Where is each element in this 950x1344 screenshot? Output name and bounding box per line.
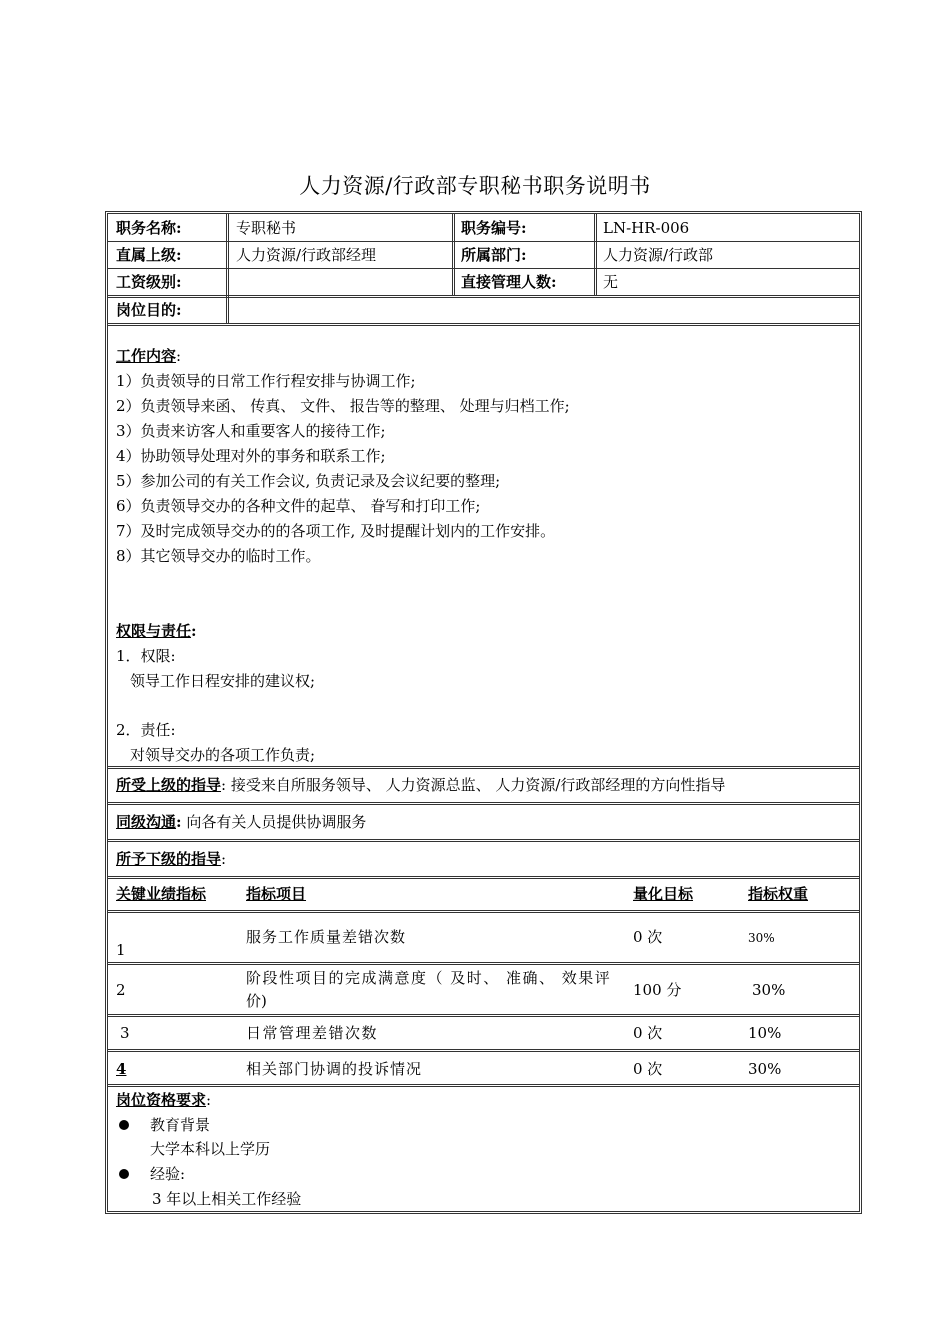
row-divider — [108, 268, 859, 269]
subordinate-guidance — [116, 849, 226, 869]
direct-reports-label: 直接管理人数: — [461, 273, 557, 291]
row-divider — [108, 962, 859, 965]
row-divider — [108, 839, 859, 842]
kpi-row-item: 阶段性项目的完成满意度（ 及时、 准确、 效果评 — [246, 969, 612, 987]
authority-heading-text: 权限与责任 — [116, 622, 192, 640]
kpi-row-number: 1 — [116, 941, 126, 959]
document-title: 人力资源/行政部专职秘书职务说明书 — [299, 174, 651, 198]
direct-reports-value: 无 — [603, 273, 619, 291]
subordinate-guidance-label: 所予下级的指导 — [116, 850, 222, 868]
row-divider — [108, 802, 859, 805]
column-divider — [594, 214, 595, 296]
kpi-row-weight: 30% — [752, 981, 786, 999]
bullet-icon — [119, 1120, 129, 1130]
kpi-row-number: 3 — [120, 1024, 130, 1042]
duties-heading — [116, 346, 181, 366]
column-divider — [226, 214, 227, 323]
kpi-header-item: 指标项目 — [246, 885, 307, 903]
superior-value: 人力资源/行政部经理 — [236, 246, 377, 264]
qualifications-heading-text: 岗位资格要求 — [116, 1091, 207, 1109]
row-divider — [108, 1084, 859, 1087]
job-title-label: 职务名称: — [116, 219, 182, 237]
kpi-row-item: 相关部门协调的投诉情况 — [246, 1060, 423, 1078]
row-divider — [108, 910, 859, 913]
job-code-value: LN-HR-006 — [603, 219, 690, 237]
kpi-row-weight: 30% — [748, 931, 775, 945]
row-divider — [108, 1049, 859, 1052]
peer-communication-colon: : — [176, 813, 182, 831]
row-divider — [108, 241, 859, 242]
superior-label: 直属上级: — [116, 246, 182, 264]
duty-item: 8）其它领导交办的临时工作。 — [116, 547, 321, 565]
job-code-label: 职务编号: — [461, 219, 527, 237]
kpi-header-target: 量化目标 — [633, 885, 694, 903]
salary-grade-label: 工资级别: — [116, 273, 182, 291]
peer-communication — [116, 812, 366, 832]
column-divider — [228, 214, 229, 323]
duty-item: 4）协助领导处理对外的事务和联系工作; — [116, 447, 386, 465]
column-divider — [454, 214, 455, 296]
kpi-row-weight: 10% — [748, 1024, 782, 1042]
duty-item: 1）负责领导的日常工作行程安排与协调工作; — [116, 372, 416, 390]
row-divider — [108, 295, 859, 298]
rights-text: 领导工作日程安排的建议权; — [130, 672, 316, 690]
superior-guidance-label: 所受上级的指导 — [116, 776, 222, 794]
experience-label: 经验: — [150, 1165, 186, 1183]
peer-communication-text: 向各有关人员提供协调服务 — [181, 813, 367, 831]
duties-heading-colon: : — [176, 347, 182, 365]
rights-label: 1．权限: — [116, 647, 176, 665]
duty-item: 3）负责来访客人和重要客人的接待工作; — [116, 422, 386, 440]
row-divider — [108, 323, 859, 326]
education-label: 教育背景 — [150, 1116, 211, 1134]
authority-heading — [116, 621, 197, 641]
superior-guidance-text: : 接受来自所服务领导、 人力资源总监、 人力资源/行政部经理的方向性指导 — [221, 776, 726, 794]
duty-item: 2）负责领导来函、 传真、 文件、 报告等的整理、 处理与归档工作; — [116, 397, 570, 415]
row-divider — [108, 766, 859, 769]
row-divider — [108, 876, 859, 879]
experience-value: 3 年以上相关工作经验 — [152, 1190, 302, 1208]
duties-heading-text: 工作内容 — [116, 347, 177, 365]
kpi-row-number: 4 — [116, 1060, 127, 1078]
kpi-row-item: 服务工作质量差错次数 — [246, 928, 407, 946]
bullet-icon — [119, 1169, 129, 1179]
department-value: 人力资源/行政部 — [603, 246, 714, 264]
kpi-row-target: 100 分 — [633, 981, 682, 999]
duty-item: 5）参加公司的有关工作会议, 负责记录及会议纪要的整理; — [116, 472, 501, 490]
job-title-value: 专职秘书 — [236, 219, 297, 237]
kpi-row-weight: 30% — [748, 1060, 782, 1078]
superior-guidance — [116, 775, 725, 795]
kpi-header-indicator: 关键业绩指标 — [116, 885, 207, 903]
qualifications-heading-colon: : — [206, 1091, 212, 1109]
kpi-row-target: 0 次 — [633, 1024, 663, 1042]
responsibility-text: 对领导交办的各项工作负责; — [130, 746, 316, 764]
qualifications-heading — [116, 1090, 211, 1110]
job-description-table — [105, 211, 862, 1214]
kpi-header-weight: 指标权重 — [748, 885, 809, 903]
duty-item: 6）负责领导交办的各种文件的起草、 眷写和打印工作; — [116, 497, 481, 515]
purpose-label: 岗位目的: — [116, 301, 182, 319]
kpi-row-item: 日常管理差错次数 — [246, 1024, 379, 1042]
responsibility-label: 2．责任: — [116, 721, 176, 739]
education-value: 大学本科以上学历 — [150, 1140, 271, 1158]
kpi-row-item-continued: 价) — [246, 992, 267, 1010]
column-divider — [452, 214, 453, 296]
row-divider — [108, 1014, 859, 1017]
department-label: 所属部门: — [461, 246, 527, 264]
duty-item: 7）及时完成领导交办的的各项工作, 及时提醒计划内的工作安排。 — [116, 522, 556, 540]
kpi-row-target: 0 次 — [633, 1060, 663, 1078]
column-divider — [596, 214, 597, 296]
kpi-row-number: 2 — [116, 981, 126, 999]
authority-heading-colon: : — [191, 622, 197, 640]
subordinate-guidance-colon: : — [221, 850, 227, 868]
peer-communication-label: 同级沟通 — [116, 813, 177, 831]
kpi-row-target: 0 次 — [633, 928, 663, 946]
